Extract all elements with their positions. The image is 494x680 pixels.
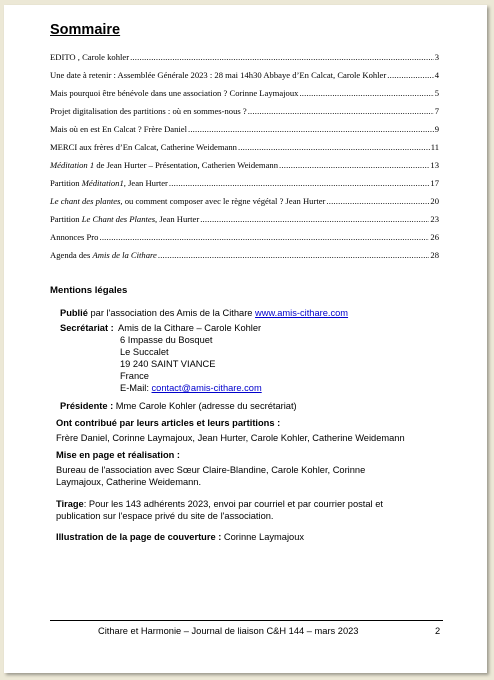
toc-title-part: Projet digitalisation des partitions : où en sommes-nous ?	[50, 106, 247, 116]
presidente-text: Mme Carole Kohler (adresse du secrétariat)	[113, 401, 297, 411]
address-line: 19 240 SAINT VIANCE	[120, 359, 216, 369]
contribue-text: Frère Daniel, Corinne Laymajoux, Jean Hurter, Carole Kohler, Catherine Weidemann	[56, 433, 405, 443]
presidente-label: Présidente :	[60, 401, 114, 411]
toc-title-part: Amis de la Cithare	[92, 250, 157, 260]
toc-leader-dots	[169, 178, 429, 188]
toc-leader-dots	[279, 160, 429, 170]
toc-entry[interactable]	[50, 142, 439, 155]
footer-text: Cithare et Harmonie – Journal de liaison C&H 144 – mars 2023	[98, 626, 359, 636]
toc-title-part: EDITO , Carole kohler	[50, 52, 130, 62]
toc-entry[interactable]	[50, 196, 439, 209]
toc-page-number: 26	[430, 232, 439, 242]
toc-page-number: 3	[434, 52, 439, 62]
toc-leader-dots	[99, 232, 429, 242]
toc-entry[interactable]	[50, 232, 439, 245]
toc-title-part: , Jean Hurter	[123, 178, 168, 188]
address-line: 6 Impasse du Bosquet	[120, 335, 213, 345]
secretariat-label: Secrétariat :	[60, 323, 114, 333]
toc-title-part: Méditation 1	[50, 160, 95, 170]
toc-entry-title	[50, 124, 187, 134]
toc-entry-title	[50, 196, 325, 206]
toc-entry[interactable]	[50, 178, 439, 191]
toc-leader-dots	[238, 142, 430, 152]
page-title: Sommaire	[50, 22, 121, 38]
page-number: 2	[435, 626, 441, 636]
toc-entry-title	[50, 52, 129, 62]
toc-leader-dots	[200, 214, 429, 224]
email-label: E-Mail:	[120, 383, 152, 393]
toc-entry-title	[50, 160, 278, 170]
toc-title-part: Partition	[50, 214, 82, 224]
toc-title-part: Le chant des plantes	[50, 196, 121, 206]
toc-title-part: Agenda des	[50, 250, 93, 260]
toc-entry-title	[50, 70, 386, 80]
toc-page-number: 11	[430, 142, 439, 152]
address-line: Amis de la Cithare – Carole Kohler	[118, 323, 262, 333]
mentions-title: Mentions légales	[50, 285, 128, 296]
toc-title-part: Méditation1	[81, 178, 124, 188]
toc-entry-title	[50, 142, 237, 152]
toc-page-number: 9	[434, 124, 439, 134]
toc-entry-title	[50, 88, 298, 98]
toc-entry[interactable]	[50, 52, 439, 65]
toc-title-part: Partition	[50, 178, 82, 188]
toc-entry-title	[50, 214, 199, 224]
contribue-label: Ont contribué par leurs articles et leurs partitions :	[56, 418, 281, 428]
toc-entry-title	[50, 250, 157, 260]
toc-leader-dots	[158, 250, 430, 260]
toc-entry[interactable]	[50, 106, 439, 119]
secretariat-address	[118, 322, 262, 394]
publie-line	[60, 307, 348, 319]
address-line: France	[120, 371, 149, 381]
toc-entry[interactable]	[50, 250, 439, 263]
presidente-line	[60, 400, 297, 412]
toc-page-number: 7	[434, 106, 439, 116]
illustration-label: Illustration de la page de couverture :	[56, 532, 222, 542]
publie-label: Publié	[60, 308, 88, 318]
toc-entry[interactable]	[50, 160, 439, 173]
illustration-text: Corinne Laymajoux	[221, 532, 305, 542]
toc-page-number: 4	[434, 70, 439, 80]
toc-title-part: Annonces Pro	[50, 232, 99, 242]
toc-title-part: Le Chant des Plantes	[81, 214, 156, 224]
toc-title-part: Mais pourquoi être bénévole dans une association ? Corinne Laymajoux	[50, 88, 299, 98]
mise-label: Mise en page et réalisation :	[56, 450, 180, 460]
toc-page-number: 5	[434, 88, 439, 98]
email-link[interactable]: contact@amis-cithare.com	[151, 383, 262, 393]
toc-title-part: de Jean Hurter – Présentation, Catherien Weidemann	[94, 160, 279, 170]
toc-entry-title	[50, 178, 168, 188]
toc-page-number: 23	[430, 214, 439, 224]
toc-entry[interactable]	[50, 70, 439, 83]
toc-entry[interactable]	[50, 214, 439, 227]
toc-page-number: 17	[430, 178, 439, 188]
publie-text: par l'association des Amis de la Cithare	[87, 308, 256, 318]
toc-title-part: Mais où en est En Calcat ? Frère Daniel	[50, 124, 187, 134]
toc-page-number: 13	[430, 160, 439, 170]
toc-leader-dots	[299, 88, 433, 98]
toc-entry[interactable]	[50, 124, 439, 137]
address-line: Le Succalet	[120, 347, 169, 357]
toc-entry-title	[50, 106, 247, 116]
toc-leader-dots	[326, 196, 429, 206]
toc-title-part: , Jean Hurter	[155, 214, 200, 224]
mise-text: Bureau de l'association avec Sœur Claire-Blandine, Carole Kohler, Corinne Laymajoux, Catherine Weidemann.	[56, 465, 366, 487]
website-link[interactable]: www.amis-cithare.com	[255, 308, 349, 318]
tirage-text: Tirage: Pour les 143 adhérents 2023, envoi par courriel et par courrier postal et publication sur l'espace privé du site de l'association.	[56, 499, 383, 521]
toc-leader-dots	[130, 52, 434, 62]
toc-title-part: Une date à retenir : Assemblée Générale 2023 : 28 mai 14h30 Abbaye d’En Calcat, Carole Kohler	[50, 70, 387, 80]
email-line	[118, 382, 262, 394]
footer-rule	[50, 620, 443, 621]
toc-title-part: , ou comment composer avec le règne végétal ? Jean Hurter	[120, 196, 326, 206]
toc-leader-dots	[188, 124, 434, 134]
toc-entry-title	[50, 232, 98, 242]
toc-page-number: 20	[430, 196, 439, 206]
illustration-line	[56, 531, 304, 543]
tirage-label: Tirage	[56, 499, 84, 509]
toc-entry[interactable]	[50, 88, 439, 101]
toc-leader-dots	[387, 70, 433, 80]
toc-title-part: MERCI aux frères d’En Calcat, Catherine Weidemann	[50, 142, 237, 152]
toc-page-number: 28	[430, 250, 439, 260]
toc-leader-dots	[248, 106, 434, 116]
